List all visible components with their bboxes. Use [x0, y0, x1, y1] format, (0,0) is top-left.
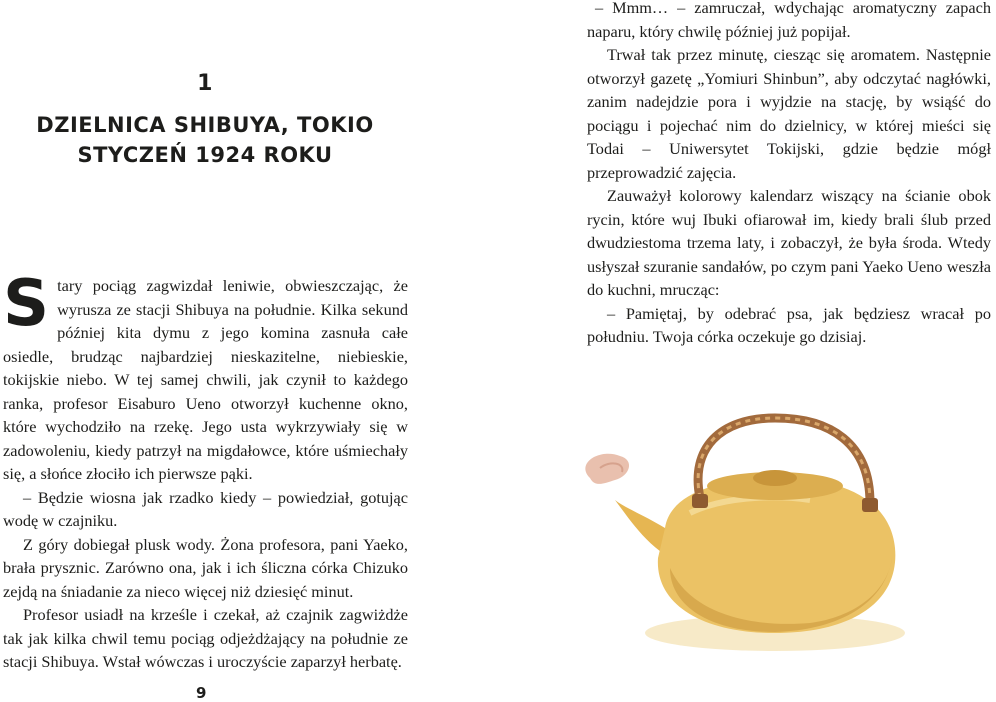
chapter-title-line-1: DZIELNICA SHIBUYA, TOKIO [36, 113, 374, 137]
right-body-text [587, 0, 991, 349]
left-body-text [3, 267, 408, 674]
chapter-number: 1 [197, 71, 213, 96]
paragraph: – Będzie wiosna jak rzadko kiedy – powiedział, gotując wodę w czajniku. [3, 487, 408, 530]
page-number: 9 [196, 684, 207, 702]
drop-cap: S [3, 267, 50, 341]
paragraph: Z góry dobiegał plusk wody. Żona profesora, pani Yaeko, brała prysznic. Zarówno ona, jak i ich śliczna córka Chizuko zejdą na śniadanie za nieco więcej niż dziesięć minut. [3, 534, 408, 601]
chapter-heading [0, 70, 410, 170]
chapter-title-line-2: STYCZEŃ 1924 ROKU [77, 143, 333, 167]
paragraph: Trwał tak przez minutę, ciesząc się aromatem. Następnie otworzył gazetę „Yomiuri Shinbun”, aby odczytać nagłówki, zanim nadejdzie pora i wyjdzie na stację, by wsiąść do pociągu i pojechać nim do dzielnicy, w której mieści się Todai – Uniwersytet Tokijski, gdzie będzie mógł przeprowadzić zajęcia. [587, 45, 991, 182]
paragraph [3, 267, 408, 486]
paragraph: – Pamiętaj, by odebrać psa, jak będziesz wracał po południu. Twoja córka oczekuje go dzisiaj. [587, 303, 991, 346]
teapot-illustration [570, 408, 950, 668]
lid-knob [753, 470, 797, 486]
paragraph: Profesor usiadł na krześle i czekał, aż czajnik zagwiżdże tak jak kilka chwil temu pociąg odjeżdżający na południe ze stacji Shibuya. Wstał wówczas i uroczyście zaparzył herbatę. [3, 605, 408, 671]
paragraph-text: tary pociąg zagwizdał leniwie, obwieszczając, że wyrusza ze stacji Shibuya na południe. Kilka sekund później kita dymu z jego komina zasnuła całe osiedle, brudząc najbardziej nieskazitelne, niebieskie, tokijskie niebo. W tej samej chwili, jak czynił to każdego ranka, profesor Eisaburo Ueno otworzył kuchenne okno, które wychodziło na rzekę. Jego usta wykrzywiały się w zadowoleniu, kiedy patrzył na migdałowce, które uśmiechały się, a słońce złociło ich pierwsze pąki. [3, 276, 408, 483]
paragraph: Zauważył kolorowy kalendarz wiszący na ścianie obok rycin, które wuj Ibuki ofiarował im, kiedy brali ślub przed dwudziestoma trzema laty, i zobaczył, że była środa. Wtedy usłyszał szuranie sandałów, po czym pani Yaeko Ueno weszła do kuchni, mrucząc: [587, 186, 991, 299]
paragraph: – Mmm… – zamruczał, wdychając aromatyczny zapach naparu, który chwilę później już popijał. [587, 0, 991, 41]
left-page [0, 0, 498, 701]
